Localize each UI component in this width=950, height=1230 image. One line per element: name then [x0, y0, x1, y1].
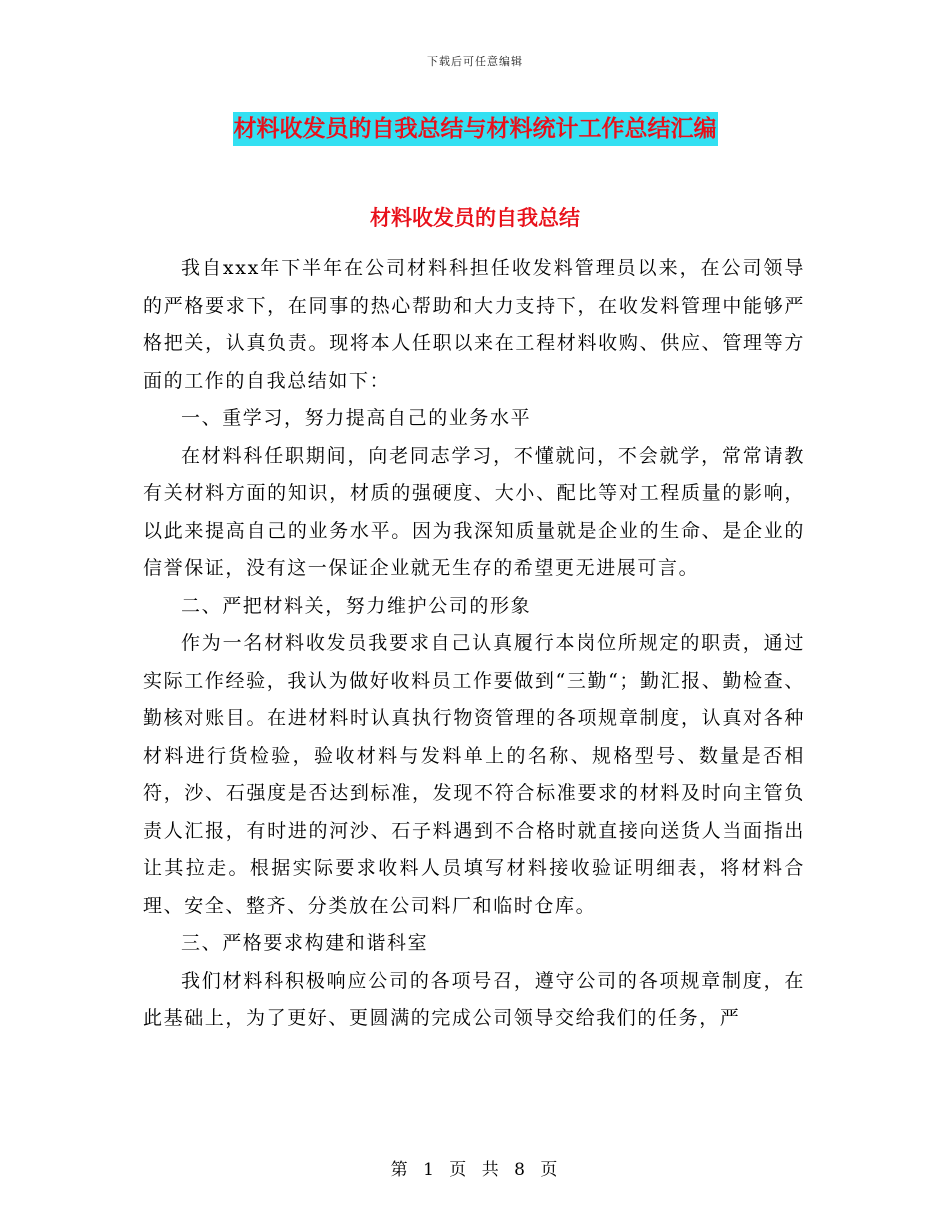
header-note: 下载后可任意编辑 [427, 55, 523, 68]
paragraph-intro: 我自xxx年下半年在公司材料科担任收发料管理员以来，在公司领导的严格要求下，在同事的热心帮助和大力支持下，在收发料管理中能够严格把关，认真负责。现将本人任职以来在工程材料收购、供应、管理等方面的工作的自我总结如下： [143, 257, 805, 392]
document-title: 材料收发员的自我总结与材料统计工作总结汇编 [233, 112, 718, 146]
heading-three: 三、严格要求构建和谐科室 [181, 932, 429, 954]
section-title: 材料收发员的自我总结 [370, 206, 580, 230]
heading-two: 二、严把材料关，努力维护公司的形象 [181, 594, 532, 617]
page-number: 第 1 页 共 8 页 [390, 1160, 560, 1180]
heading-one: 一、重学习，努力提高自己的业务水平 [181, 407, 532, 429]
paragraph-three: 我们材料科积极响应公司的各项号召，遵守公司的各项规章制度，在此基础上，为了更好、更圆满的完成公司领导交给我们的任务，严 [143, 969, 805, 1029]
paragraph-one: 在材料科任职期间，向老同志学习，不懂就问，不会就学，常常请教有关材料方面的知识，材质的强硬度、大小、配比等对工程质量的影响，以此来提高自己的业务水平。因为我深知质量就是企业的生命、是企业的信誉保证，没有这一保证企业就无生存的希望更无进展可言。 [143, 444, 805, 579]
paragraph-two: 作为一名材料收发员我要求自己认真履行本岗位所规定的职责，通过实际工作经验，我认为做好收料员工作要做到“三勤“；勤汇报、勤检查、勤核对账目。在进材料时认真执行物资管理的各项规章制度，认真对各种材料进行货检验，验收材料与发料单上的名称、规格型号、数量是否相符，沙、石强度是否达到标准，发现不符合标准要求的材料及时向主管负责人汇报，有时进的河沙、石子料遇到不合格时就直接向送货人当面指出让其拉走。根据实际要求收料人员填写材料接收验证明细表，将材料合理、安全、整齐、分类放在公司料厂和临时仓库。 [143, 632, 805, 917]
document-body [143, 250, 805, 1038]
document-title-wrap [0, 112, 950, 146]
